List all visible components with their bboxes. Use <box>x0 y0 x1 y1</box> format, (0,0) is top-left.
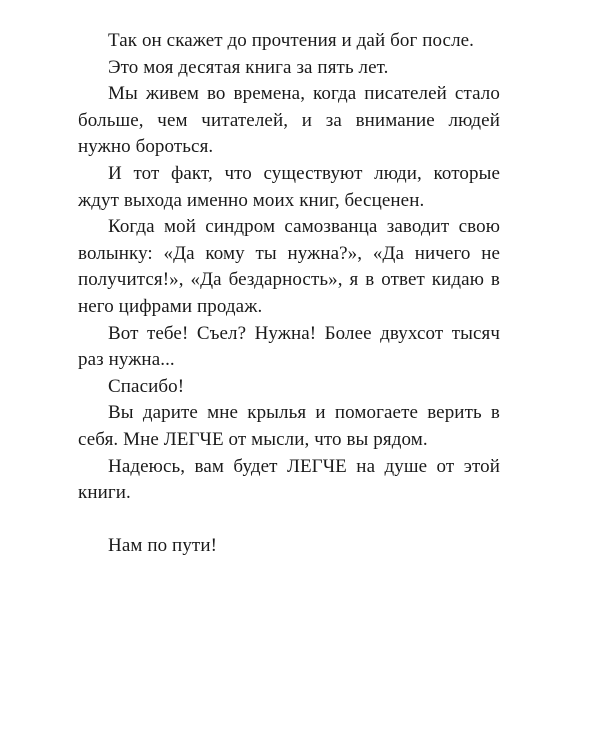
paragraph: Спасибо! <box>108 375 185 397</box>
paragraph: Вот тебе! Съел? Нужна! Более двухсот тысяч раз нужна... <box>78 322 500 371</box>
paragraph: И тот факт, что существуют люди, которые ждут выхода именно моих книг, бесценен. <box>78 162 500 211</box>
page-text <box>78 28 500 560</box>
paragraph: Мы живем во времена, когда писателей стало больше, чем читателей, и за внимание людей нужно бороться. <box>78 83 500 158</box>
paragraph: Вы дарите мне крылья и помогаете верить в себя. Мне ЛЕГЧЕ от мысли, что вы рядом. <box>78 402 500 450</box>
paragraph: Надеюсь, вам будет ЛЕГЧЕ на душе от этой книги. <box>78 455 500 504</box>
paragraph: Когда мой синдром самозванца заводит свою волынку: «Да кому ты нужна?», «Да ничего не получится!», «Да бездарность», я в ответ кидаю в него цифрами продаж. <box>78 216 500 317</box>
paragraph: Так он скажет до прочтения и дай бог после. <box>108 30 475 51</box>
paragraph: Это моя десятая книга за пять лет. <box>108 56 389 78</box>
closing-line: Нам по пути! <box>108 535 218 557</box>
